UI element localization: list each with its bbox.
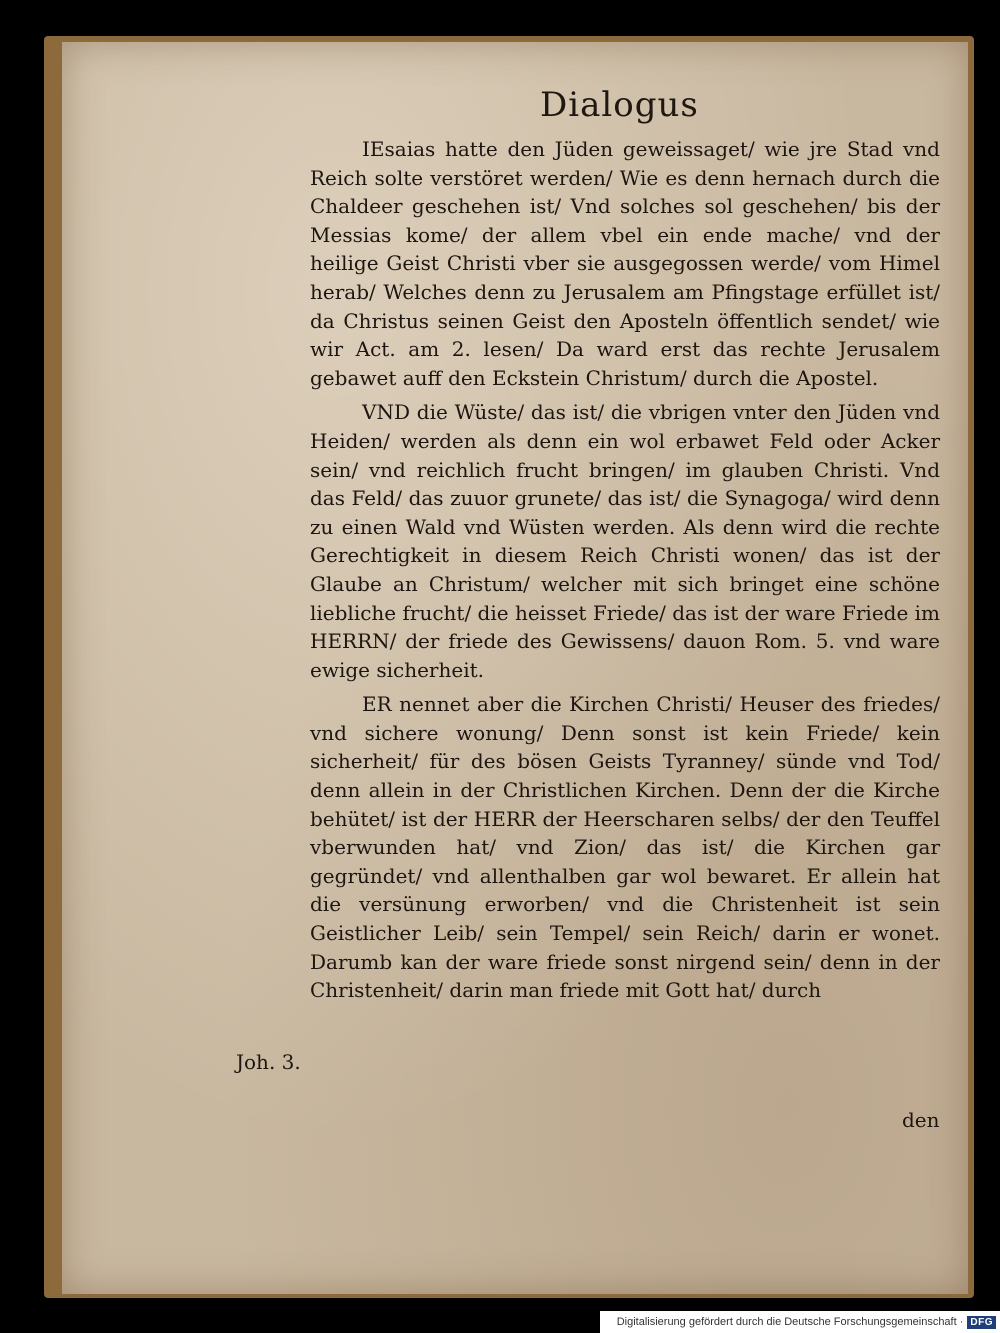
dfg-logo-icon: DFG (967, 1316, 996, 1329)
running-head: Dialogus (540, 85, 699, 125)
paragraph-3: ER nennet aber die Kirchen Christi/ Heuser des friedes/ vnd sichere wonung/ Denn sonst ist kein Friede/ kein sicherheit/ für des bösen Geists Tyranney/ sünde vnd Tod/ denn allein in der Christlichen Kirchen. Denn der die Kirche behütet/ ist der HERR der Heerscharen selbs/ der den Teuffel vberwunden hat/ vnd Zion/ das ist/ die Kirchen gar gegründet/ vnd allenthalben gar wol bewaret. Er allein hat die versünung erworben/ vnd die Christenheit ist sein Geistlicher Leib/ sein Tempel/ sein Reich/ darin er wonet. Darumb kan der ware friede sonst nirgend sein/ denn in der Christenheit/ darin man friede mit Gott hat/ durch (310, 692, 940, 1003)
catchword: den (902, 1108, 940, 1132)
footer-credit-text: Digitalisierung gefördert durch die Deutsche Forschungsgemeinschaft · (616, 1316, 964, 1328)
margin-note: Joh. 3. (236, 1050, 301, 1074)
body-text (310, 135, 940, 1005)
footer-credit-bar (600, 1311, 1000, 1333)
paragraph-1: IEsaias hatte den Jüden geweissaget/ wie jre Stad vnd Reich solte verstöret werden/ Wie es denn hernach durch die Chaldeer geschehen ist/ Vnd solches sol geschehen/ bis der Messias kome/ der allem vbel ein ende mache/ vnd der heilige Geist Christi vber sie ausgegossen werde/ vom Himel herab/ Welches denn zu Jerusalem am Pfingstage erfüllet ist/ da Christus seinen Geist den Aposteln öffentlich sendet/ wie wir Act. am 2. lesen/ Da ward erst das rechte Jerusalem gebawet auff den Eckstein Christum/ durch die Apostel. (310, 137, 940, 390)
paragraph-2: VND die Wüste/ das ist/ die vbrigen vnter den Jüden vnd Heiden/ werden als denn ein wol erbawet Feld oder Acker sein/ vnd reichlich frucht bringen/ im glauben Christi. Vnd das Feld/ das zuuor grunete/ das ist/ die Synagoga/ wird denn zu einen Wald vnd Wüsten werden. Als denn wird die rechte Gerechtigkeit in diesem Reich Christi wonen/ das ist der Glaube an Christum/ welcher mit sich bringet eine schöne liebliche frucht/ die heisset Friede/ das ist der ware Friede im HERRN/ der friede des Gewissens/ dauon Rom. 5. vnd ware ewige sicherheit. (310, 400, 941, 682)
